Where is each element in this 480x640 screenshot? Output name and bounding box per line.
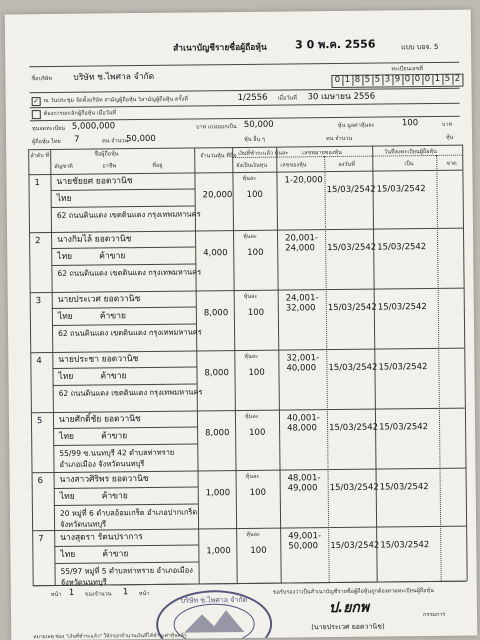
shareholder-name: นางสุดรา รัตนปราการ [60, 532, 143, 543]
meeting-date: 30 เมษายน 2556 [307, 91, 376, 103]
row-divider [54, 544, 198, 547]
row-divider [51, 205, 195, 208]
holder-date: 15/03/2542 [377, 302, 427, 313]
registration-date: 15/03/2542 [327, 302, 377, 314]
form-code: แบบ บอจ. 5 [401, 42, 439, 52]
capital-label: ทุนจดทะเบียน [31, 125, 66, 133]
row-divider [52, 323, 196, 326]
reg-digit: 5 [362, 75, 373, 86]
address: 62 ถนนดินแดง เขตดินแดง กรุงเทพมหานคร [57, 267, 202, 278]
reg-digit: 1 [342, 75, 353, 86]
nationality: ไทย [59, 431, 75, 442]
address-line-2: จังหวัดนนทบุรี [60, 577, 107, 587]
row-divider [51, 246, 195, 249]
pay-label: หุ้นละ [246, 531, 260, 538]
row-divider [53, 443, 197, 446]
pay-label: หุ้นละ [245, 473, 260, 480]
paid-per-share: 100 [246, 189, 263, 200]
options-text: ณ วันประชุม จัดตั้งบริษัท สามัญผู้ถือหุ้น วิสามัญผู้ถือหุ้น ครั้งที่ [43, 96, 188, 105]
pay-label: หุ้นละ [242, 175, 257, 182]
row-divider [51, 263, 195, 266]
row-divider [54, 486, 198, 489]
col-reg-date: ลงวันที่ [338, 161, 355, 168]
pay-label: หุ้นละ [244, 413, 259, 420]
nationality: ไทย [57, 311, 73, 322]
shares-label: บาท แบ่งออกเป็น [195, 124, 237, 131]
paid-per-share: 100 [249, 427, 266, 438]
holder-date: 15/03/2542 [379, 482, 429, 493]
row-separator [30, 348, 464, 354]
col-num-range: เลขของหุ้น [280, 162, 307, 169]
row-number: 1 [34, 178, 40, 189]
address: 62 ถนนดินแดง เขตดินแดง กรุงเทพมหานคร [56, 209, 201, 220]
paid-per-share: 100 [248, 367, 265, 378]
holder-date: 15/03/2542 [378, 362, 428, 373]
reg-digit: 1 [432, 74, 443, 85]
col-occ: อาชีพ [102, 163, 117, 170]
stamp-text: บริษัท ช.ไพศาล จำกัด [180, 595, 248, 605]
director-label: กรรมการ [423, 611, 446, 619]
holders-count: 7 [73, 134, 80, 145]
document-sheet [5, 10, 478, 640]
nationality: ไทย [59, 491, 75, 502]
col-cease-a: เป็น [404, 161, 414, 168]
row-number: 5 [36, 416, 43, 427]
address: 62 ถนนดินแดง เขตดินแดง กรุงเทพมหานคร [58, 327, 202, 338]
handwritten-date: 3 0 พ.ค. 2556 [295, 37, 376, 52]
address: 20 หมู่ที่ 6 ตำบลอ้อมเกร็ด อำเภอปากเกร็ด [59, 507, 198, 518]
share-number-range: 49,001- 50,000 [288, 531, 322, 552]
of-label: ของจำนวน [84, 591, 112, 598]
signer-name: (นายประเวศ ยอดวานิช) [311, 622, 385, 632]
capital-value: 5,000,000 [71, 121, 116, 132]
row-divider [51, 188, 195, 191]
share-count: 8,000 [204, 368, 229, 379]
shareholder-name: นายประชา ยอดวานิช [58, 354, 139, 365]
reg-digit: 5 [372, 74, 383, 85]
col-numbers: เลขหมายของหุ้น [302, 149, 342, 157]
registration-number-box [331, 74, 463, 88]
shareholder-table [5, 10, 471, 15]
certification-text: ขอรับรองว่าเป็นสำเนาบัญชีรายชื่อผู้ถือหุ้นถูกต้องตามทะเบียนผู้ถือหุ้น [272, 587, 434, 596]
reg-digit: 3 [382, 74, 393, 85]
row-separator [29, 228, 463, 234]
par-label: หุ้น มูลค่าหุ้นละ [337, 122, 375, 129]
reg-digit: 8 [352, 75, 363, 86]
col-no: ลำดับ ที่ [30, 153, 50, 160]
share-number-range: 32,001- 40,000 [286, 353, 320, 374]
row-number: 6 [37, 476, 44, 487]
shareholder-name: นางกิมไล้ ยอดวานิช [57, 234, 132, 245]
col-name: ชื่อผู้ถือหุ้น [94, 151, 119, 158]
address-line-2: จังหวัดนนทบุรี [60, 519, 107, 529]
row-divider [53, 383, 197, 386]
nationality: ไทย [58, 371, 74, 382]
person-label: คน จำนวน [326, 135, 353, 143]
total-shares: 50,000 [125, 133, 156, 145]
pay-label: หุ้นละ [243, 233, 257, 240]
row-separator [30, 288, 464, 294]
shareholder-name: นายศักดิ์ชัย ยอดวานิช [58, 414, 141, 425]
occupation: ค้าขาย [100, 371, 127, 382]
row-divider [52, 366, 196, 369]
reg-digit: 0 [402, 74, 413, 85]
reg-digit: 0 [412, 74, 423, 85]
address: 55/99 ซ.นนทบุรี 42 ตำบลท่าทราย [59, 447, 175, 458]
reg-digit: 0 [332, 75, 343, 86]
col-paid-sub: ยังเป็นเงินทุน [236, 162, 268, 170]
share-count: 1,000 [206, 546, 231, 557]
meeting-no: 1/2556 [237, 92, 268, 104]
total-label: คน จำนวน [102, 138, 129, 145]
share-number-range: 20,001- 24,000 [285, 233, 318, 254]
share-number-range: 48,001- 49,000 [287, 473, 321, 494]
address-line-2: อำเภอเมือง จังหวัดนนทบุรี [59, 459, 145, 469]
occupation: ค้าขาย [101, 491, 128, 502]
row-divider [53, 426, 197, 429]
share-label: หุ้น [446, 134, 454, 141]
col-shares: จำนวนหุ้น ที่ถือ [200, 153, 237, 160]
share-number-range: 1-20,000 [284, 175, 323, 186]
shareholder-name: นายชัยยศ ยอดวานิช [56, 176, 133, 187]
address: 55/97 หมู่ที่ 5 ตำบลท่าทราย อำเภอเมือง [60, 565, 193, 576]
share-count: 8,000 [203, 308, 229, 319]
paid-per-share: 100 [247, 307, 265, 318]
row-divider [54, 503, 198, 506]
reg-digit: 9 [392, 74, 403, 85]
reg-label: ทะเบียนเลขที่ [391, 66, 423, 73]
par-value: 100 [401, 118, 419, 129]
page-label: หน้า [50, 591, 62, 599]
row-divider [54, 561, 198, 564]
share-count: 8,000 [205, 428, 230, 439]
row-number: 7 [38, 534, 44, 545]
row-number: 2 [35, 236, 41, 247]
occupation: ค้าขาย [102, 549, 129, 560]
col-addr: ที่อยู่ [152, 162, 163, 169]
share-count: 4,000 [203, 248, 228, 259]
page-suffix: หน้า [138, 590, 150, 598]
registration-date: 15/03/2542 [330, 540, 380, 552]
share-number-range: 40,001- 48,000 [286, 413, 320, 434]
row-number: 3 [35, 296, 42, 307]
registration-date: 15/03/2542 [327, 242, 377, 254]
address: 62 ถนนดินแดง เขตดินแดง กรุงเทพมหานคร [58, 387, 203, 398]
paid-per-share: 100 [247, 247, 264, 258]
pay-label: หุ้นละ [244, 353, 259, 360]
baht-label: บาท [441, 121, 453, 128]
occupation: ค้าขาย [99, 251, 126, 262]
pay-label: หุ้นละ [243, 293, 258, 300]
registration-date: 15/03/2542 [326, 184, 376, 196]
share-count: 1,000 [205, 488, 231, 499]
row-number: 4 [36, 356, 42, 367]
foreign-label: หุ้น อื่น ๆ [244, 136, 265, 143]
page-total: 1 [122, 587, 129, 598]
cancel-option-text: ต้องการยกเลิกผู้ถือหุ้น เมื่อวันที่ [43, 110, 117, 118]
registration-date: 15/03/2542 [329, 482, 379, 494]
shareholder-name: นายประเวศ ยอดวานิช [57, 294, 141, 305]
holder-date: 15/03/2542 [379, 422, 429, 433]
form-title: สำเนาบัญชีรายชื่อผู้ถือหุ้น [173, 42, 267, 54]
holder-date: 15/03/2542 [380, 540, 430, 551]
row-separator [31, 408, 465, 414]
registration-date: 15/03/2542 [329, 422, 379, 434]
share-count: 20,000 [202, 190, 233, 201]
checkbox-cancel[interactable] [32, 110, 41, 119]
col-cease: วันที่ลงทะเบียนผู้ถือหุ้น [384, 148, 437, 156]
reg-digit: 0 [422, 74, 433, 85]
paid-per-share: 100 [249, 487, 267, 498]
nationality: ไทย [56, 193, 72, 204]
share-number-range: 24,001- 32,000 [285, 293, 319, 314]
signature: ป.ยกพ [328, 599, 370, 617]
reg-digit: 2 [452, 74, 463, 85]
shareholder-name: นางสาวศิริพร ยอดวานิช [59, 473, 149, 485]
holder-date: 15/03/2542 [377, 242, 427, 253]
company-label: ชื่อบริษัท [31, 75, 53, 83]
footnote: หมายเหตุ ช่อง "เงินที่ชำระแล้ว" ให้กรอกจำนวนเงินที่ได้ชำระค่าหุ้นแล้ว [33, 632, 187, 640]
company-name: บริษัท ช.ไพศาล จำกัด [73, 71, 155, 83]
occupation: ค้าขาย [99, 311, 126, 322]
shares-value: 50,000 [243, 119, 274, 130]
holders-label: ผู้ถือหุ้น ไทย [32, 138, 61, 146]
row-divider [52, 306, 196, 309]
nationality: ไทย [57, 251, 73, 262]
col-cease-b: ขาด [446, 160, 457, 167]
checkbox-meeting[interactable]: ✓ [33, 97, 40, 106]
registration-date: 15/03/2542 [328, 362, 378, 374]
paid-per-share: 100 [250, 545, 267, 556]
occupation: ค้าขาย [101, 431, 128, 442]
col-nat: สัญชาติ [54, 163, 73, 170]
page-number: 1 [68, 587, 75, 598]
col-paid: เงินที่ชำระแล้ว หุ้นละ [238, 150, 289, 158]
nationality: ไทย [60, 549, 76, 560]
holder-date: 15/03/2542 [376, 184, 426, 195]
date-label: เมื่อวันที่ [277, 95, 297, 102]
reg-digit: 5 [442, 74, 453, 85]
